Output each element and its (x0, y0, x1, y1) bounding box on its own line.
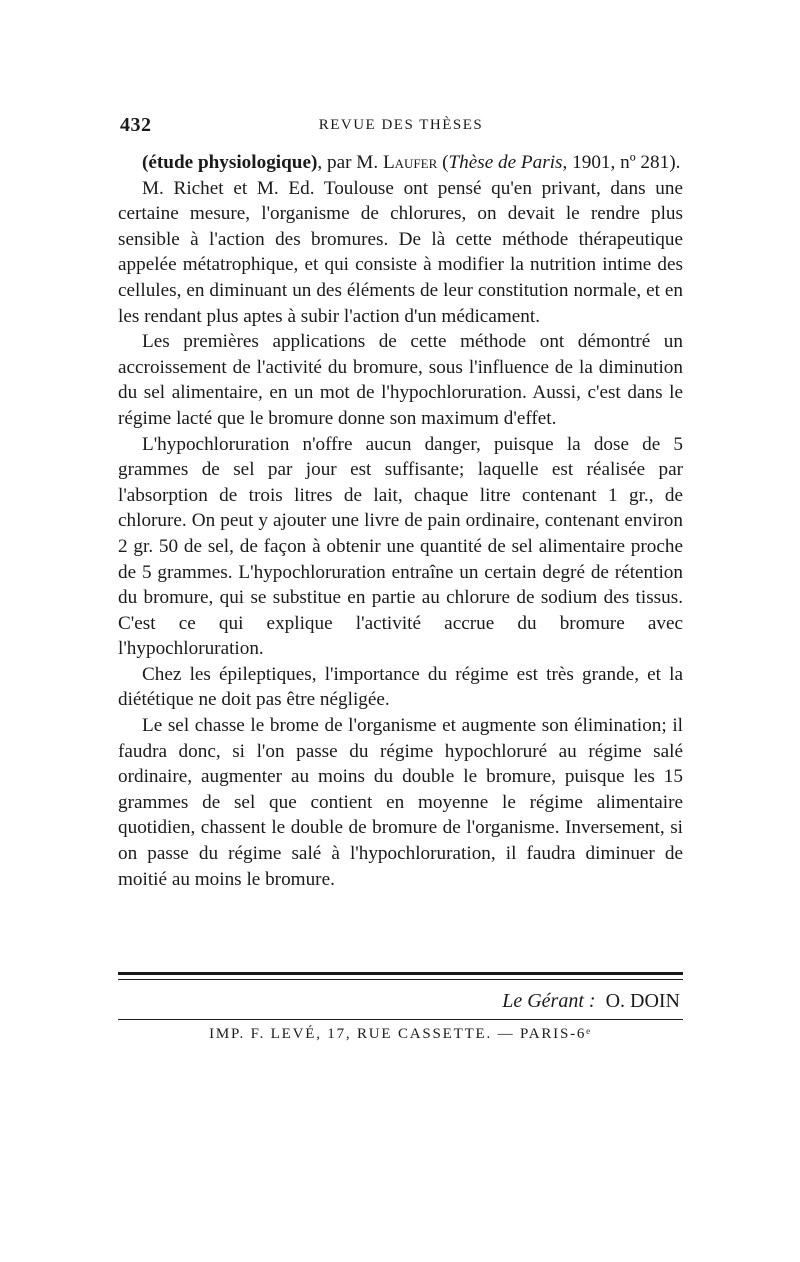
paragraph: M. Richet et M. Ed. Toulouse ont pensé qu'en privant, dans une certaine mesure, l'organisme de chlorures, on devait le rendre plus sensible à l'action des bromures. De là cette méthode thérapeutique appelée métatrophique, et qui consiste à modifier la nutrition intime des cellules, en diminuant un des éléments de leur constitution normale, et en les rendant plus aptes à subir l'action d'un médicament. (118, 177, 683, 327)
page-header (120, 114, 682, 138)
citation-source: Thèse de Paris (448, 152, 563, 173)
signature-role: Le Gérant : (502, 990, 596, 1012)
paragraph: Les premières applications de cette méthode ont démontré un accroissement de l'activité du bromure, sous l'influence de la diminution du sel alimentaire, en un mot de l'hypochloruration. Aussi, c'est dans le régime lacté que le bromure donne son maximum d'effet. (118, 331, 683, 429)
signature (502, 990, 680, 1013)
citation-title: (étude physiologique) (142, 152, 318, 173)
thin-rule-divider (118, 1019, 683, 1020)
running-head: REVUE DES THÈSES (318, 117, 484, 133)
printer-imprint: IMP. F. LEVÉ, 17, RUE CASSETTE. — PARIS-6ᵉ (209, 1026, 592, 1042)
citation-text: , 1901, nº 281). (562, 152, 681, 173)
page-number: 432 (120, 114, 152, 136)
citation-author: Laufer (382, 152, 438, 173)
double-rule-divider (118, 972, 683, 980)
signature-name: O. DOIN (605, 990, 680, 1012)
paragraph-citation (118, 150, 683, 176)
paragraph: Le sel chasse le brome de l'organisme et augmente son élimination; il faudra donc, si l'on passe du régime hypochloruré au régime salé ordinaire, augmenter au moins du double le bromure, puisque les 15 grammes de sel que contient en moyenne le régime alimentaire quotidien, chassent le double de bromure de l'organisme. Inversement, si on passe du régime salé à l'hypochloruration, il faudra diminuer de moitié au moins le bromure. (118, 715, 683, 890)
paragraph: L'hypochloruration n'offre aucun danger, puisque la dose de 5 grammes de sel par jour est suffisante; laquelle est réalisée par l'absorption de trois litres de lait, chaque litre contenant 1 gr., de chlorure. On peut y ajouter une livre de pain ordinaire, contenant environ 2 gr. 50 de sel, de façon à obtenir une quantité de sel alimentaire proche de 5 grammes. L'hypochloruration entraîne un certain degré de rétention du bromure, qui se substitue en partie au chlorure de sodium des tissus. C'est ce qui explique l'activité accrue du bromure avec l'hypochloruration. (118, 433, 683, 660)
citation-text: , par M. (317, 152, 383, 173)
paragraph: Chez les épileptiques, l'importance du régime est très grande, et la diététique ne doit pas être négligée. (118, 663, 683, 711)
citation-text: ( (437, 152, 449, 173)
article-body (118, 150, 683, 892)
